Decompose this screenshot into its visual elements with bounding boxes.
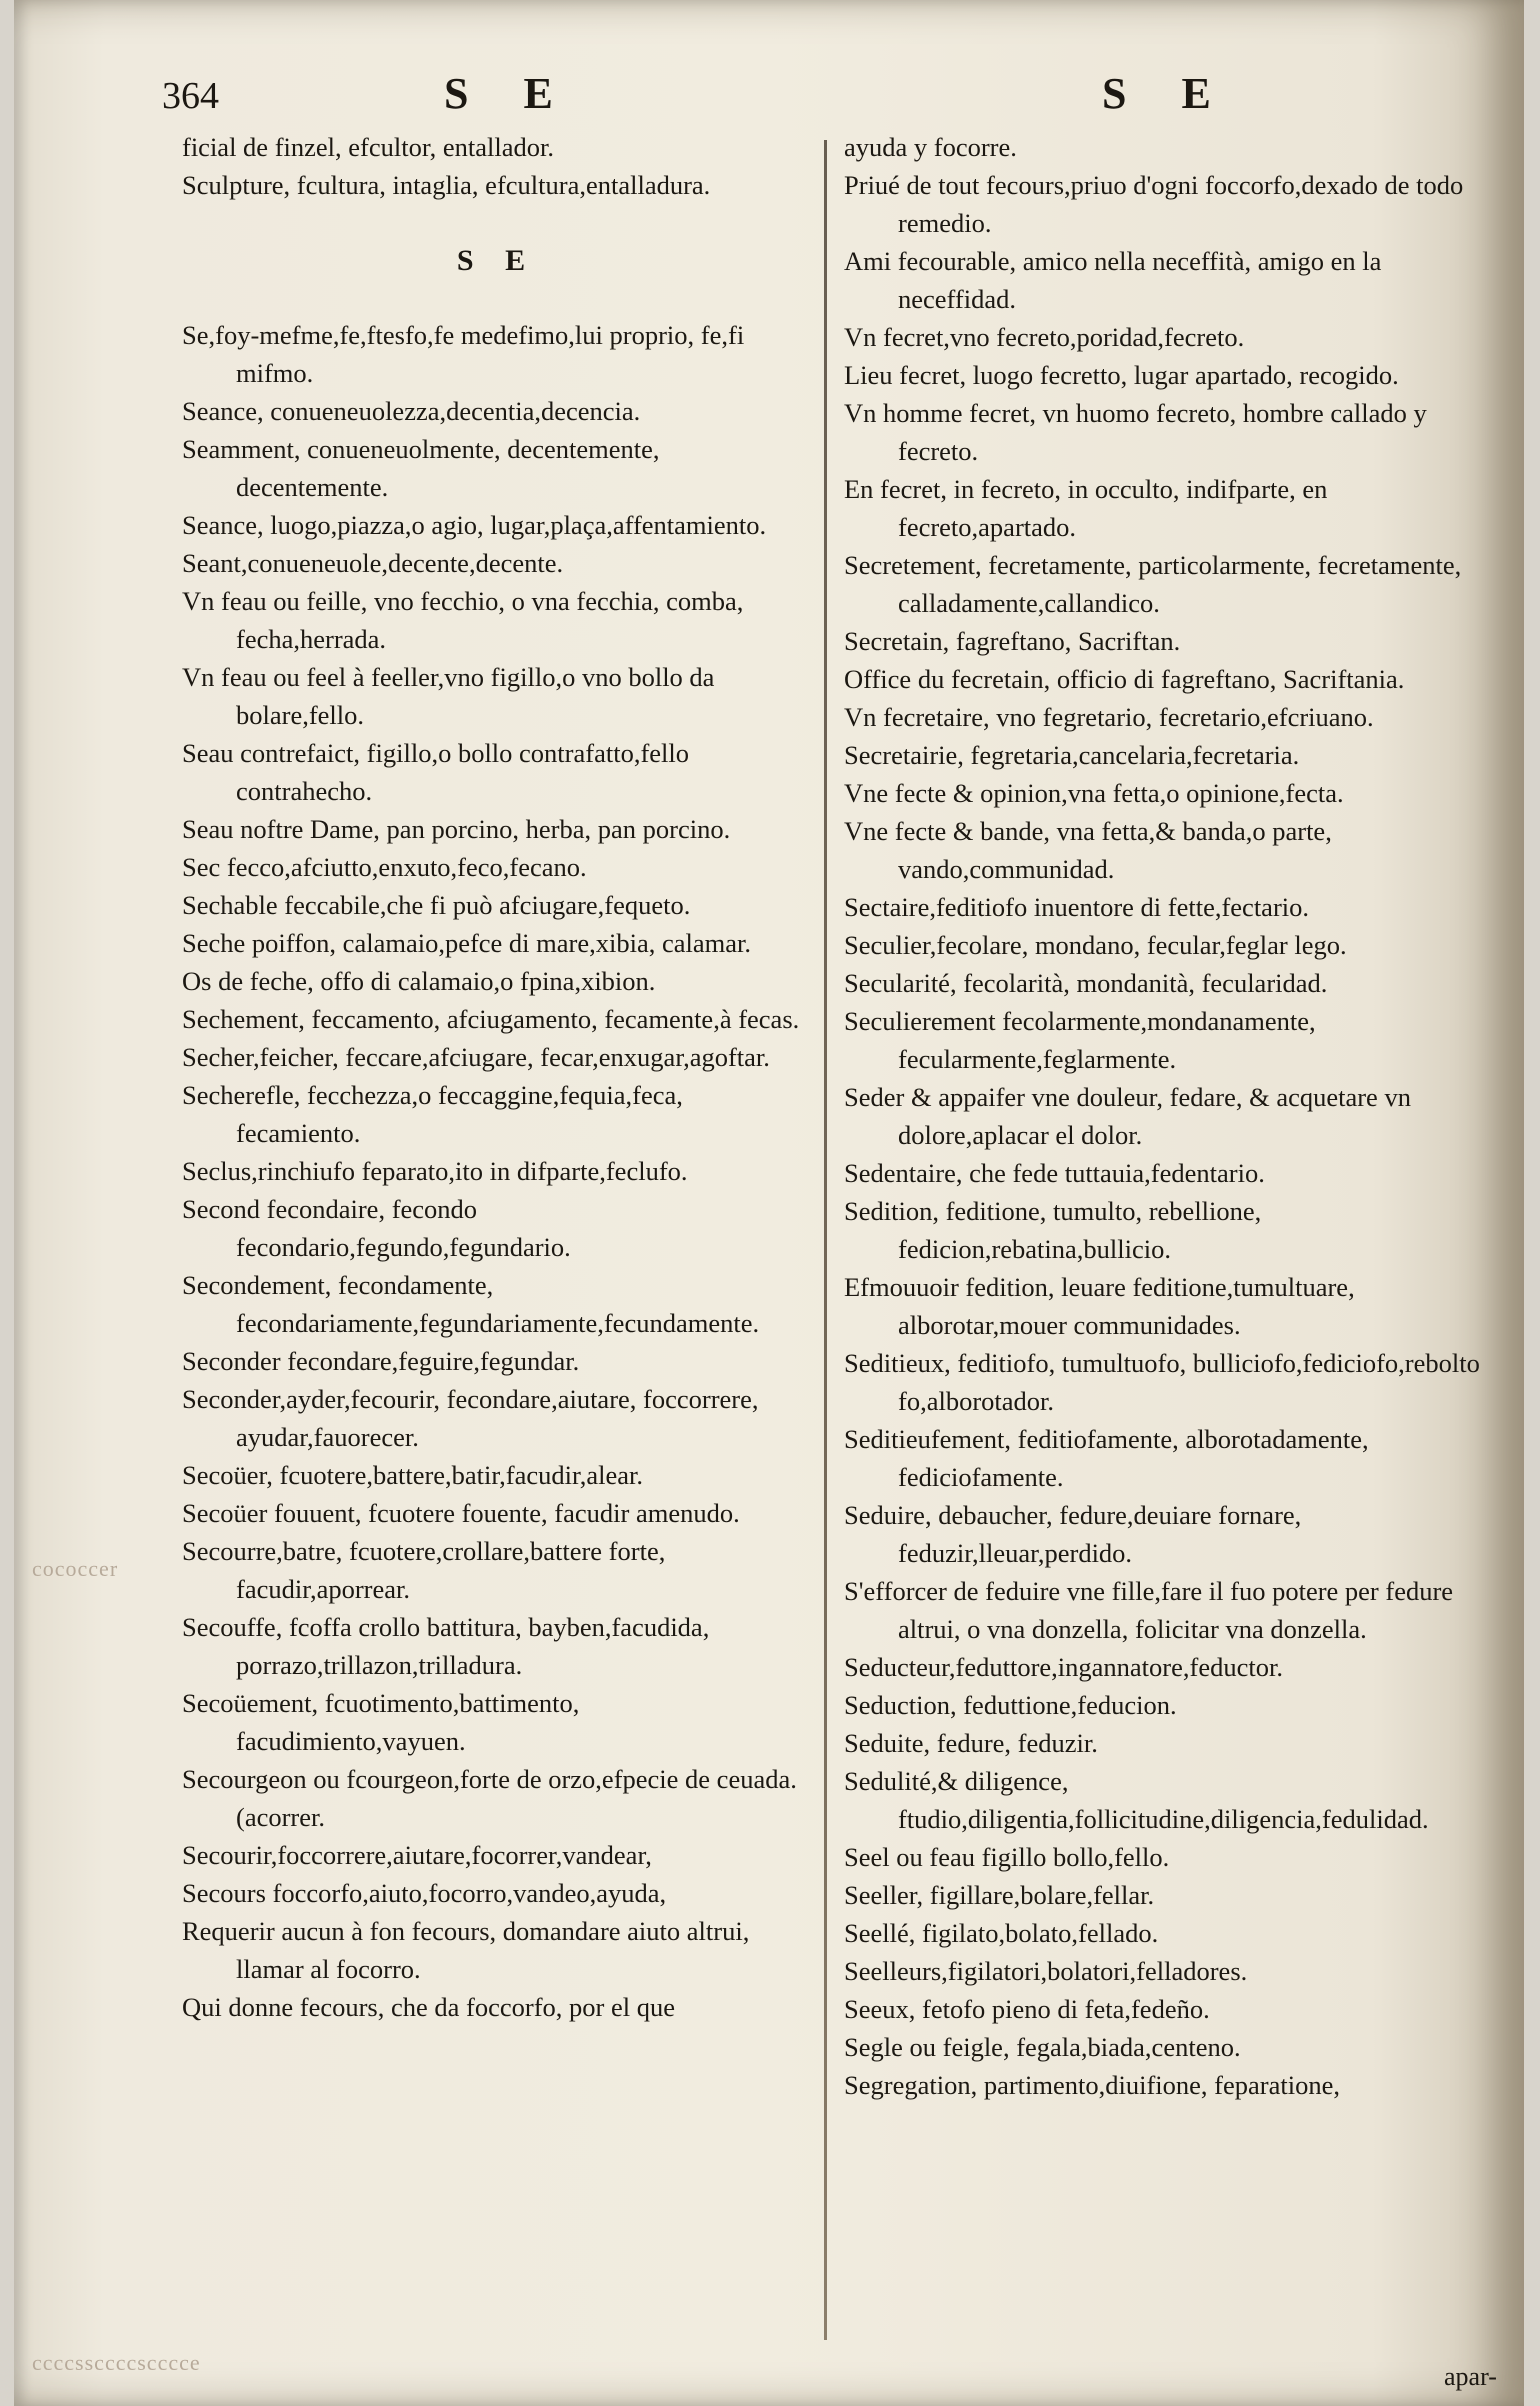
dictionary-entry: Segle ou feigle, fegala,biada,centeno. bbox=[844, 2032, 1241, 2062]
dictionary-entry: Requerir aucun à fon fecours, domandare aiuto altrui, llamar al focorro. bbox=[182, 1916, 750, 1984]
dictionary-entry: Secourir,foccorrere,aiutare,focorrer,vandear, bbox=[182, 1840, 652, 1870]
left-running-head: S E bbox=[444, 69, 575, 118]
dictionary-entry: Sechable feccabile,che fi può afciugare,fequeto. bbox=[182, 890, 691, 920]
dictionary-entry: Sectaire,feditiofo inuentore di fette,fectario. bbox=[844, 892, 1310, 922]
dictionary-entry: Office du fecretain, officio di fagreftano, Sacriftania. bbox=[844, 664, 1405, 694]
dictionary-entry: Secoüer, fcuotere,battere,batir,facudir,alear. bbox=[182, 1460, 644, 1490]
right-running-head: S E bbox=[1102, 69, 1233, 118]
dictionary-entry: ficial de finzel, efcultor, entallador. bbox=[182, 132, 554, 162]
dictionary-entry: Secretain, fagreftano, Sacriftan. bbox=[844, 626, 1181, 656]
dictionary-entry: Second fecondaire, fecondo fecondario,fegundo,fegundario. bbox=[182, 1194, 571, 1262]
dictionary-entry: Seditieux, feditiofo, tumultuofo, bulliciofo,fediciofo,rebolto fo,alborotador. bbox=[844, 1348, 1480, 1416]
dictionary-entry: Os de feche, offo di calamaio,o fpina,xibion. bbox=[182, 966, 656, 996]
column-divider-rule bbox=[824, 140, 827, 2340]
dictionary-entry: Seel ou feau figillo bollo,fello. bbox=[844, 1842, 1170, 1872]
dictionary-entry: Lieu fecret, luogo fecretto, lugar apartado, recogido. bbox=[844, 360, 1399, 390]
dictionary-entry: Vn fecret,vno fecreto,poridad,fecreto. bbox=[844, 322, 1245, 352]
catchword: apar- bbox=[1444, 2362, 1497, 2391]
dictionary-entry: Sec fecco,afciutto,enxuto,feco,fecano. bbox=[182, 852, 587, 882]
dictionary-entry: Sedition, feditione, tumulto, rebellione, fedicion,rebatina,bullicio. bbox=[844, 1196, 1262, 1264]
dictionary-entry: Vn fecretaire, vno fegretario, fecretario,efcriuano. bbox=[844, 702, 1374, 732]
dictionary-entry: Vne fecte & opinion,vna fetta,o opinione,fecta. bbox=[844, 778, 1344, 808]
dictionary-entry: Segregation, partimento,diuifione, feparatione, bbox=[844, 2070, 1340, 2100]
margin-stamp: cococcer bbox=[32, 1556, 119, 1581]
dictionary-entry: Seance, luogo,piazza,o agio, lugar,plaça,affentamiento. bbox=[182, 510, 767, 540]
dictionary-entry: Seau noftre Dame, pan porcino, herba, pan porcino. bbox=[182, 814, 731, 844]
dictionary-entry: Secourre,batre, fcuotere,crollare,battere forte, facudir,aporrear. bbox=[182, 1536, 666, 1604]
dictionary-entry: Secherefle, fecchezza,o feccaggine,fequia,feca, fecamiento. bbox=[182, 1080, 683, 1148]
dictionary-entry: Seeller, figillare,bolare,fellar. bbox=[844, 1880, 1155, 1910]
dictionary-entry: Seditieufement, feditiofamente, alborotadamente, fediciofamente. bbox=[844, 1424, 1369, 1492]
dictionary-entry: Sechement, feccamento, afciugamento, fecamente,à fecas. bbox=[182, 1004, 800, 1034]
dictionary-entry: Sedulité,& diligence, ftudio,diligentia,follicitudine,diligencia,fedulidad. bbox=[844, 1766, 1429, 1834]
dictionary-entry: Vne fecte & bande, vna fetta,& banda,o parte, vando,communidad. bbox=[844, 816, 1332, 884]
dictionary-entry: Seellé, figilato,bolato,fellado. bbox=[844, 1918, 1159, 1948]
dictionary-entry: Se,foy-mefme,fe,ftesfo,fe medefimo,lui proprio, fe,fi mifmo. bbox=[182, 320, 745, 388]
running-header bbox=[14, 60, 1524, 130]
dictionary-entry: Seder & appaifer vne douleur, fedare, & acquetare vn dolore,aplacar el dolor. bbox=[844, 1082, 1411, 1150]
dictionary-entry: Priué de tout fecours,priuo d'ogni foccorfo,dexado de todo remedio. bbox=[844, 170, 1464, 238]
dictionary-entry: Seeux, fetofo pieno di feta,fedeño. bbox=[844, 1994, 1210, 2024]
dictionary-entry: Secouffe, fcoffa crollo battitura, bayben,facudida, porrazo,trillazon,trilladura. bbox=[182, 1612, 710, 1680]
right-entry-list bbox=[844, 128, 1484, 2104]
dictionary-entry: Seamment, conueneuolmente, decentemente, decentemente. bbox=[182, 434, 660, 502]
dictionary-entry: Secher,feicher, feccare,afciugare, fecar,enxugar,agoftar. bbox=[182, 1042, 770, 1072]
dictionary-entry: Vn homme fecret, vn huomo fecreto, hombre callado y fecreto. bbox=[844, 398, 1427, 466]
dictionary-entry: Seant,conueneuole,decente,decente. bbox=[182, 548, 564, 578]
dictionary-entry: Sedentaire, che fede tuttauia,fedentario. bbox=[844, 1158, 1265, 1188]
dictionary-entry: Secretairie, fegretaria,cancelaria,fecretaria. bbox=[844, 740, 1300, 770]
right-column bbox=[844, 128, 1484, 2104]
margin-stamp: ccccssccccscccce bbox=[32, 2350, 201, 2375]
dictionary-entry: Vn feau ou feel à feeller,vno figillo,o vno bollo da bolare,fello. bbox=[182, 662, 715, 730]
section-heading: S E bbox=[456, 244, 538, 277]
dictionary-entry: Seculierement fecolarmente,mondanamente, fecularmente,feglarmente. bbox=[844, 1006, 1316, 1074]
dictionary-entry: Seance, conueneuolezza,decentia,decencia. bbox=[182, 396, 641, 426]
dictionary-entry: Vn feau ou feille, vno fecchio, o vna fecchia, comba, fecha,herrada. bbox=[182, 586, 744, 654]
dictionary-entry: Seduction, feduttione,feducion. bbox=[844, 1690, 1177, 1720]
dictionary-entry: Secondement, fecondamente, fecondariamente,fegundariamente,fecundamente. bbox=[182, 1270, 760, 1338]
dictionary-entry: Seduite, fedure, feduzir. bbox=[844, 1728, 1098, 1758]
dictionary-entry: Seclus,rinchiufo feparato,ito in difparte,feclufo. bbox=[182, 1156, 688, 1186]
dictionary-entry: Seducteur,feduttore,ingannatore,feductor. bbox=[844, 1652, 1283, 1682]
dictionary-page bbox=[14, 0, 1524, 2406]
dictionary-entry: Efmouuoir fedition, leuare feditione,tumultuare, alborotar,mouer communidades. bbox=[844, 1272, 1355, 1340]
dictionary-entry: Seau contrefaict, figillo,o bollo contrafatto,fello contrahecho. bbox=[182, 738, 690, 806]
dictionary-entry: Secretement, fecretamente, particolarmente, fecretamente, calladamente,callandico. bbox=[844, 550, 1462, 618]
dictionary-entry: Secoüement, fcuotimento,battimento, facudimiento,vayuen. bbox=[182, 1688, 580, 1756]
left-entry-list bbox=[182, 316, 812, 2026]
dictionary-entry: Seelleurs,figilatori,bolatori,felladores. bbox=[844, 1956, 1248, 1986]
dictionary-entry: Secourgeon ou fcourgeon,forte de orzo,efpecie de ceuada. (acorrer. bbox=[182, 1764, 797, 1832]
dictionary-entry: Secularité, fecolarità, mondanità, fecularidad. bbox=[844, 968, 1328, 998]
dictionary-entry: Qui donne fecours, che da foccorfo, por el que bbox=[182, 1992, 675, 2022]
dictionary-entry: Ami fecourable, amico nella neceffità, amigo en la neceffidad. bbox=[844, 246, 1382, 314]
dictionary-entry: Seconder,ayder,fecourir, fecondare,aiutare, foccorrere, ayudar,fauorecer. bbox=[182, 1384, 759, 1452]
dictionary-entry: Seduire, debaucher, fedure,deuiare fornare, feduzir,lleuar,perdido. bbox=[844, 1500, 1302, 1568]
dictionary-entry: Seculier,fecolare, mondano, fecular,feglar lego. bbox=[844, 930, 1347, 960]
page-number: 364 bbox=[162, 75, 219, 117]
dictionary-entry: En fecret, in fecreto, in occulto, indifparte, en fecreto,apartado. bbox=[844, 474, 1328, 542]
dictionary-entry: S'efforcer de feduire vne fille,fare il fuo potere per fedure altrui, o vna donzella, folicitar vna donzella. bbox=[844, 1576, 1454, 1644]
dictionary-entry: Seche poiffon, calamaio,pefce di mare,xibia, calamar. bbox=[182, 928, 751, 958]
left-column bbox=[182, 128, 812, 2026]
dictionary-entry: Sculpture, fcultura, intaglia, efcultura,entalladura. bbox=[182, 170, 711, 200]
dictionary-entry: Seconder fecondare,feguire,fegundar. bbox=[182, 1346, 580, 1376]
dictionary-entry: Secoüer fouuent, fcuotere fouente, facudir amenudo. bbox=[182, 1498, 740, 1528]
dictionary-entry: Secours foccorfo,aiuto,focorro,vandeo,ayuda, bbox=[182, 1878, 667, 1908]
dictionary-entry: ayuda y focorre. bbox=[844, 132, 1017, 162]
